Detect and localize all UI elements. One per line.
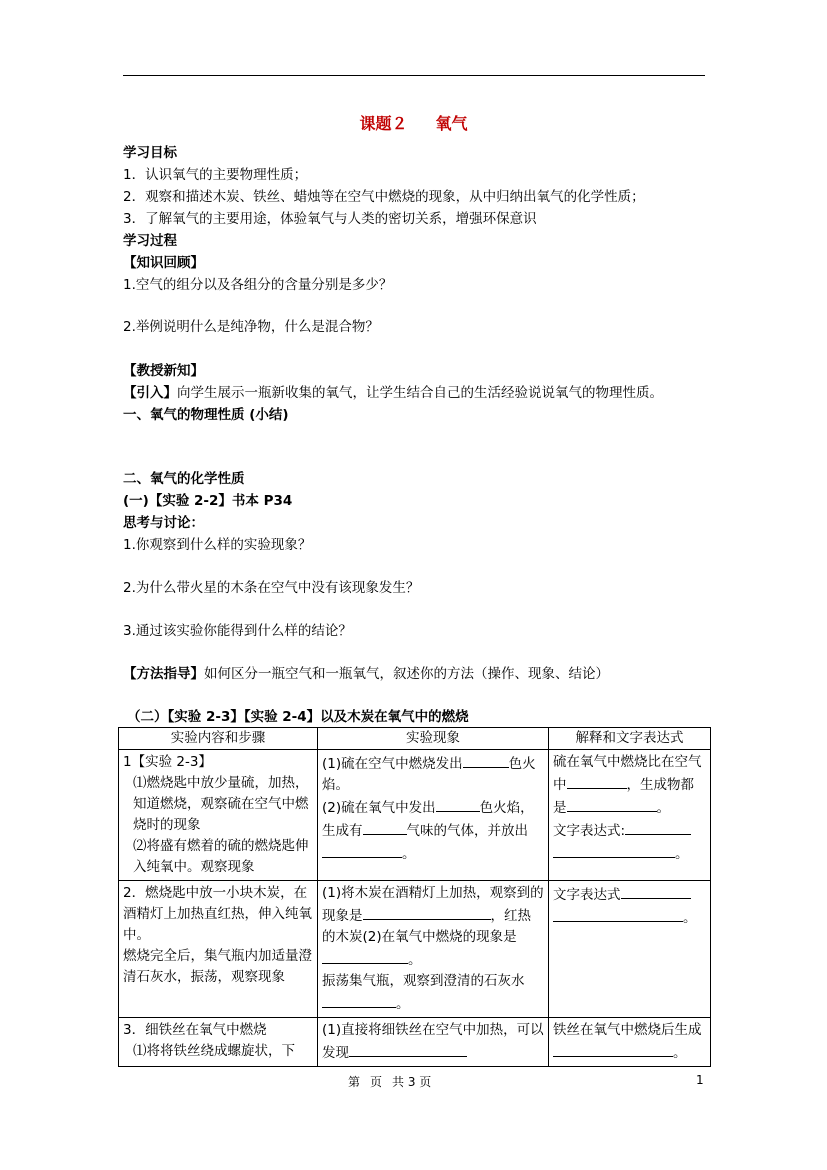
footer-text: 共 3 页 [392,1075,432,1089]
table-cell [318,1018,549,1067]
cell-text: 。 [673,1045,687,1061]
cell-text: (1)硫在空气中燃烧发出 [322,756,463,772]
cell-text: 文字表达式: [553,823,626,839]
cell-text: (1)直接将细铁丝在空气中加热，可以发现 [322,1022,544,1061]
cell-text: 。 [675,846,689,862]
page-title [0,111,827,134]
blank-line[interactable] [322,992,396,1008]
experiment-2-2: (一)【实验 2-2】书本 P34 [123,493,293,509]
blank-line[interactable] [553,842,675,858]
blank-line[interactable] [363,819,407,835]
cell-text: (2)硫在氧气中发出 [322,800,436,816]
intro-line [123,383,663,403]
cell-text: 。 [402,846,416,862]
footer-text: 页 [370,1075,383,1089]
header-rule [123,75,705,76]
goals-heading: 学习目标 [123,145,177,161]
cell-text: ⑵将盛有燃着的硫的燃烧匙伸入纯氧中。观察现象 [133,838,309,875]
discuss-question: 1.你观察到什么样的实验现象？ [123,537,312,553]
blank-line[interactable] [567,773,627,789]
cell-text: 文字表达式 [553,887,621,903]
cell-text: ⑴燃烧匙中放少量硫，加热，知道燃烧，观察硫在空气中燃烧时的现象 [133,775,309,833]
blank-line[interactable] [621,883,691,899]
cell-text: 燃烧完全后，集气瓶内加适量澄清石灰水，振荡，观察现象 [123,948,312,985]
blank-line[interactable] [463,752,509,768]
process-heading: 学习过程 [123,233,177,249]
table-cell [318,750,549,881]
review-heading: 【知识回顾】 [123,255,204,271]
title-lesson: 课题２ [359,114,408,133]
method-text: 如何区分一瓶空气和一瓶氧气，叙述你的方法（操作、现象、结论） [204,666,609,682]
title-topic: 氧气 [435,114,468,133]
table-header: 实验现象 [318,728,549,750]
table-row [119,750,711,881]
blank-line[interactable] [553,906,683,922]
cell-text: ，生成物都是 [553,777,694,816]
cell-text: 振荡集气瓶，观察到澄清的石灰水 [322,973,525,989]
review-question: 1.空气的组分以及各组分的含量分别是多少？ [123,277,393,293]
blank-line[interactable] [322,842,402,858]
blank-line[interactable] [625,819,691,835]
teach-heading: 【教授新知】 [123,363,204,379]
table-cell [318,881,549,1018]
cell-text: 硫在氧气中燃烧比在空气中 [553,754,702,793]
blank-line[interactable] [322,948,408,964]
table-header: 实验内容和步骤 [119,728,318,750]
intro-text: 向学生展示一瓶新收集的氧气，让学生结合自己的生活经验说说氧气的物理性质。 [177,385,663,401]
table-cell [549,881,711,1018]
page-indicator [348,1073,431,1090]
cell-text: ⑴将将铁丝绕成螺旋状，下 [133,1043,295,1059]
experiment-2-3-heading: （二）【实验 2-3】【实验 2-4】以及木炭在氧气中的燃烧 [127,709,469,725]
table-cell [549,1018,711,1067]
cell-text: 3．细铁丝在氧气中燃烧 [123,1022,267,1038]
blank-line[interactable] [567,796,657,812]
blank-line[interactable] [553,1041,673,1057]
cell-text: 气味的气体，并放出 [406,823,528,839]
discuss-question: 2.为什么带火星的木条在空气中没有该现象发生？ [123,580,420,596]
method-line [123,664,609,684]
cell-text: 。 [396,996,410,1012]
goal-item: 2．观察和描述木炭、铁丝、蜡烛等在空气中燃烧的现象，从中归纳出氧气的化学性质； [123,189,645,205]
table-cell [119,750,318,881]
section-physical: 一、氧气的物理性质 (小结) [123,407,289,423]
goal-item: 1．认识氧气的主要物理性质； [123,167,308,183]
table-cell [549,750,711,881]
cell-text: 色火焰。 [322,756,536,793]
cell-text: ，红热的木炭(2)在氧气中燃烧的现象是 [322,908,531,945]
blank-line[interactable] [363,904,491,920]
review-question: 2.举例说明什么是纯净物，什么是混合物？ [123,319,379,335]
table-cell [119,1018,318,1067]
table-header-row [119,728,711,750]
cell-text: 。 [683,910,697,926]
footer-text: 第 [348,1075,361,1089]
cell-text: (1)将木炭在酒精灯上加热，观察到的现象是 [322,885,544,924]
discuss-heading: 思考与讨论： [123,515,204,531]
table-row [119,881,711,1018]
method-tag: 【方法指导】 [123,666,204,682]
cell-text: 2．燃烧匙中放一小块木炭，在酒精灯上加热直红热，伸入纯氧中。 [123,885,312,943]
cell-text: 。 [408,952,422,968]
goal-item: 3．了解氧气的主要用途，体验氧气与人类的密切关系，增强环保意识 [123,211,537,227]
cell-text: 色火焰，生成有 [322,800,534,839]
table-cell [119,881,318,1018]
page-number: 1 [696,1073,704,1087]
table-header: 解释和文字表达式 [549,728,711,750]
table-row [119,1018,711,1067]
experiment-table [118,727,711,1067]
blank-line[interactable] [349,1041,467,1057]
blank-line[interactable] [436,796,480,812]
section-chemical: 二、氧气的化学性质 [123,471,245,487]
cell-text: 铁丝在氧气中燃烧后生成 [553,1022,702,1038]
intro-tag: 【引入】 [123,385,177,401]
cell-text: 1【实验 2-3】 [123,754,212,770]
discuss-question: 3.通过该实验你能得到什么样的结论？ [123,623,352,639]
cell-text: 。 [656,800,670,816]
